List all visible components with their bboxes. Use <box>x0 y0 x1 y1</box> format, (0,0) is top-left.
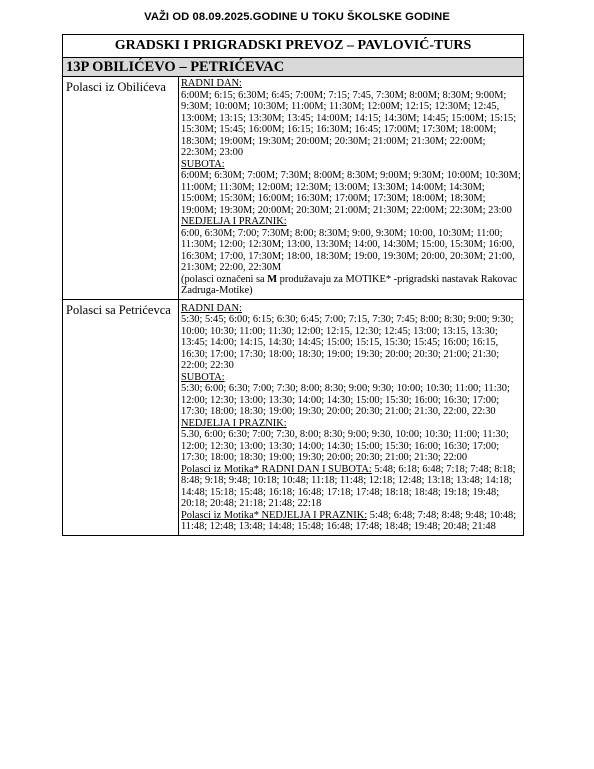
schedule-times-sunday-holiday: 5.30, 6:00; 6:30; 7:00; 7:30, 8:00; 8:30; 9:00; 9:30, 10:00; 10:30; 11:00; 11:30; 12:00; 12:30; 13:00; 13:30; 14:00; 14:30; 15:00; 15:30; 16:00; 16:30; 17:00; 17:30; 18:00; 18:30; 19:00; 19:30; 20:00; 20:30; 21:00; 21:30; 22:00 <box>181 429 509 463</box>
extension-note <box>181 274 521 297</box>
schedule-heading-saturday: SUBOTA: <box>181 371 225 383</box>
motika-weekday-times: 5:48; 6:18; 6:48; 7:18; 7:48; 8:18; 8:48; 9:18; 9:48; 10:18; 10:48; 11:18; 11:48; 12:18; 12:48; 13:18; 13:48; 14:18; 14:48; 15:18; 15:48; 16:18; 16:48; 17:18; 17:48; 18:18; 18:48; 19:18; 19:48; 20:18; 20:48; 21:18; 21:48; 22:18 <box>181 463 516 509</box>
motika-weekday-heading: Polasci iz Motika* RADNI DAN I SUBOTA: <box>181 463 372 475</box>
motika-sunday-times: 5:48; 6:48; 7:48; 8:48; 9:48; 10:48; 11:48; 12:48; 13:48; 14:48; 15:48; 16:48; 17:48; 18:48; 19:48; 20:48; 21:48 <box>181 509 517 532</box>
title-row <box>63 35 524 58</box>
section-row-petricevac <box>63 299 524 535</box>
schedule-times-sunday-holiday: 6:00, 6:30M; 7:00; 7:30M; 8:00; 8:30M; 9:00, 9:30M; 10:00, 10:30M; 11:00; 11:30M; 12:00; 12:30M; 13:00, 13:30M; 14:00, 14:30M; 15:00, 15:30M; 16:00, 16:30M; 17:00, 17:30M; 18:00, 18:30M; 19:00, 19:30M; 20:00, 20:30M; 21:00, 21:30M; 22:00, 22:30M <box>181 227 515 273</box>
note-text-start: (polasci označeni sa <box>181 273 268 285</box>
timetable-title: GRADSKI I PRIGRADSKI PREVOZ – PAVLOVIĆ-TURS <box>63 35 524 58</box>
timetable <box>62 34 524 536</box>
motika-weekday-saturday-block <box>181 464 521 510</box>
departure-origin-label: Polasci sa Petrićevca <box>63 299 179 535</box>
schedule-heading-weekday: RADNI DAN: <box>181 78 242 89</box>
schedule-heading-weekday: RADNI DAN: <box>181 302 242 314</box>
note-text-end: produžavaju za MOTIKE* -prigradski nastavak Rakovac Zadruga-Motike) <box>181 273 518 296</box>
route-name: 13P OBILIĆEVO – PETRIĆEVAC <box>63 58 524 77</box>
motika-sunday-heading: Polasci iz Motika* NEDJELJA I PRAZNIK: <box>181 509 368 521</box>
schedule-heading-sunday-holiday: NEDJELJA I PRAZNIK: <box>181 216 287 227</box>
schedule-times-saturday: 5:30; 6:00; 6:30; 7:00; 7:30; 8:00; 8:30; 9:00; 9:30; 10:00; 10:30; 11:00; 11:30; 12:00; 12:30; 13:00; 13:30; 14:00; 14:30; 15:00; 15:30; 16:00; 16:30; 17:00; 17:30; 18:00; 18:30; 19:00; 19:30; 20:00; 20:30; 21:00; 21:30, 22:00, 22:30 <box>181 383 510 417</box>
schedule-times-weekday: 6:00M; 6:15; 6:30M; 6:45; 7:00M; 7:15; 7:45, 7:30M; 8:00M; 8:30M; 9:00M; 9:30M; 10:00M; 10:30M; 11:00M; 11:30M; 12:00M; 12:15; 12:30M; 12:45, 13:00M; 13:15; 13:30M; 13:45; 14:00M; 14:15; 14:30M; 14:45; 15:00M; 15:15; 15:30M; 15:45; 16:00M; 16:15; 16:30M; 16:45; 17:00M; 17:30M; 18:00M; 18:30M; 19:00M; 19:30M; 20:00M; 20:30M; 21:00M; 21:30M; 22:00M; 22:30M; 23:00 <box>181 89 517 158</box>
schedule-times-saturday: 6:00M; 6:30M; 7:00M; 7:30M; 8:00M; 8:30M; 9:00M; 9:30M; 10:00M; 10:30M; 11:00M; 11:30M; 12:00M; 12:30M; 13:00M; 13:30M; 14:00M; 14:30M; 15:00M; 15:30M; 16:00M; 16:30M; 17:00M; 17:30M; 18:00M; 18:30M; 19:00M; 19:30M; 20:00M; 20:30M; 21:00M; 21:30M; 22:00M; 22:30M; 23:00 <box>181 170 521 216</box>
schedule-cell <box>179 299 524 535</box>
schedule-heading-saturday: SUBOTA: <box>181 158 225 170</box>
route-row <box>63 58 524 77</box>
section-row-obilicevo <box>63 77 524 300</box>
validity-notice: VAŽI OD 08.09.2025.GODINE U TOKU ŠKOLSKE GODINE <box>144 11 450 23</box>
motika-sunday-block <box>181 510 521 533</box>
schedule-heading-sunday-holiday: NEDJELJA I PRAZNIK: <box>181 417 287 429</box>
departure-origin-label: Polasci iz Obilićeva <box>63 77 179 300</box>
note-marker: M <box>267 273 278 285</box>
schedule-cell <box>179 77 524 300</box>
schedule-times-weekday: 5:30; 5:45; 6:00; 6:15; 6:30; 6:45; 7:00; 7:15, 7:30; 7:45; 8:00; 8:30; 9:00; 9:30; 10:00; 10:30; 11:00; 11:30; 12:00; 12:15, 12:30; 12:45; 13:00; 13:15, 13:30; 13:45; 14:00; 14:15, 14:30; 14:45; 15:00; 15:15, 15:30; 15:45; 16:00; 16:15, 16:30; 17:00; 17:30; 18:00; 18:30; 19:00; 19:30; 20:00; 20:30; 21:00; 21:30; 22:00; 22:30 <box>181 314 514 371</box>
